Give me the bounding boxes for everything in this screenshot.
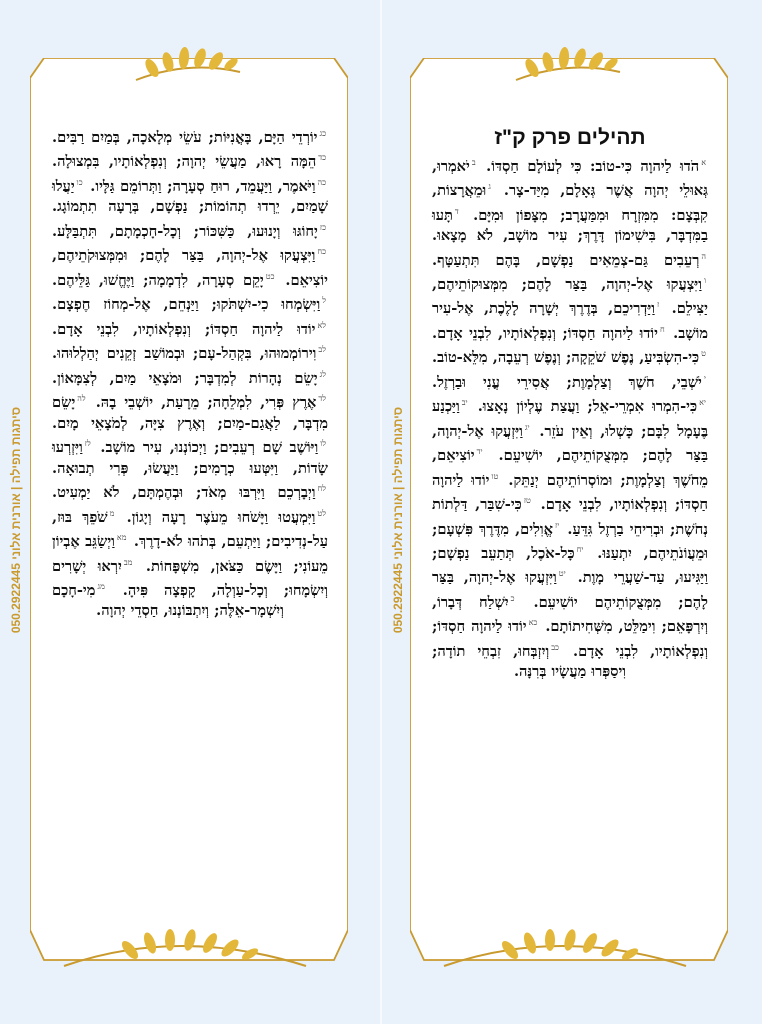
verse-text: יֹאמְרוּ, גְּאוּלֵי יְהוָה אֲשֶׁר גְּאָלָם, מִיַּד-צָר. — [432, 157, 708, 199]
verse-text: יוֹדוּ לַיהוָה חַסְדּוֹ; וְנִפְלְאוֹתָיו, לִבְנֵי אָדָם. — [432, 618, 708, 660]
verse-number: יט — [558, 569, 566, 579]
verse-number: יא — [699, 398, 706, 408]
verse-number: לג — [319, 369, 326, 379]
verse-text: רְעֵבִים גַּם-צְמֵאִים נַפְשָׁם, בָּהֶם תִּתְעַטָּף. — [432, 251, 700, 269]
verse-number: מב — [123, 557, 133, 567]
verse-number: לב — [318, 345, 326, 355]
verse-text: אֱוִלִים, מִדֶּרֶךְ פִּשְׁעָם; וּמֵעֲוֹנֹתֵיהֶם, יִתְעַנּוּ. — [432, 520, 708, 562]
verse-number: מג — [97, 582, 105, 592]
verse-text: וַיְשַׂגֵּב אֶבְיוֹן מֵעוֹנִי; וַיָּשֶׂם כַּצֹּאן, מִשְׁפָּחוֹת. — [52, 532, 328, 575]
verse-text: יָחוֹגּוּ וְיָנוּעוּ, כַּשִּׁכּוֹר; וְכָל-חָכְמָתָם, תִּתְבַּלָּע. — [52, 222, 318, 240]
verse-number: כ — [510, 593, 515, 603]
verse-text: יוֹצִיאֵם, מֵחֹשֶׁךְ וְצַלְמָוֶת; וּמוֹסְרוֹתֵיהֶם יְנַתֵּק. — [432, 447, 708, 489]
verse-number: יח — [576, 544, 584, 554]
verse-text: יוֹדוּ לַיהוָה חַסְדּוֹ; וְנִפְלְאוֹתָיו, לִבְנֵי אָדָם. — [432, 324, 658, 342]
right-card — [410, 58, 728, 980]
verse-number: יד — [476, 447, 483, 457]
verse-number: טז — [523, 496, 531, 506]
verse-text: וַיֹּאמֶר, וַיַּעֲמֵד, רוּחַ סְעָרָה; וַתְּרוֹמֵם גַּלָּיו. — [84, 177, 316, 195]
left-card — [30, 58, 348, 980]
verse-text: יוֹדוּ לַיהוָה חַסְדּוֹ; וְנִפְלְאוֹתָיו, לִבְנֵי אָדָם. — [432, 471, 709, 513]
verse-text: וַיַּדְרִיכֵם, בְּדֶרֶךְ יְשָׁרָה לָלֶכֶת, אֶל-עִיר מוֹשָׁב. — [432, 300, 708, 342]
verse-number: יז — [555, 520, 560, 530]
verse-text: יָשֵׂם מִדְבָּר, לַאֲגַם-מַיִם; וְאֶרֶץ צִיָּה, לְמֹצָאֵי מָיִם. — [52, 393, 328, 432]
verse-text: וַיִּזְרְעוּ שָׂדוֹת, וַיִּטְּעוּ כְרָמִים; וַיַּעֲשׂוּ, פְּרִי תְבוּאָה. — [52, 439, 328, 477]
verse-number: י — [703, 373, 706, 383]
verse-text: וִירוֹמְמוּהוּ, בִּקְהַל-עָם; וּבְמוֹשַׁב זְקֵנִים יְהַלְלוּהוּ. — [52, 345, 317, 363]
verse-number: ו — [703, 276, 706, 285]
verse-number: ח — [659, 324, 665, 334]
verse-text: יָקֵם סְעָרָה, לִדְמָמָה; וַיֶּחֱשׁוּ, גַּלֵּיהֶם. — [52, 271, 264, 289]
verse-text: יוֹרְדֵי הַיָּם, בָּאֳנִיּוֹת; עֹשֵׂי מְלָאכָה, בְּמַיִם רַבִּים. — [52, 128, 318, 146]
verse-number: לא — [317, 320, 326, 330]
verse-number: טו — [491, 471, 499, 481]
verse-number: כב — [551, 642, 559, 652]
verse-text: וַיִּזְעֲקוּ אֶל-יְהוָה, בַּצַּר לָהֶם; מִמְּצֻקוֹתֵיהֶם, יוֹשִׁיעֵם. — [432, 422, 708, 465]
verse-number: מ — [109, 508, 115, 518]
verse-number: ב — [471, 157, 476, 167]
verse-text: מִי-חָכָם וְיִשְׁמָר-אֵלֶּה; וְיִתְבּוֹנְנוּ, חַסְדֵי יְהוָה. — [52, 581, 284, 620]
verse-number: כד — [318, 153, 326, 163]
verse-text: וַיְבָרְכֵם וַיִּרְבּוּ מְאֹד; וּבְהֶמְתָּם, לֹא יַמְעִיט. — [52, 484, 316, 502]
verse-number: מא — [116, 533, 127, 543]
verse-text: יֹשְׁבֵי, חֹשֶׁךְ וְצַלְמָוֶת; אֲסִירֵי עֳנִי וּבַרְזֶל. — [432, 373, 702, 391]
gold-branch-icon — [508, 38, 628, 88]
gold-branch-icon — [440, 926, 690, 976]
verse-number: לז — [84, 439, 91, 449]
verse-text: תָּעוּ בַמִּדְבָּר, בִּישִׁימוֹן דָּרֶךְ; עִיר מוֹשָׁב, לֹא מָצָאוּ. — [432, 206, 708, 244]
verse-number: ז — [657, 300, 660, 310]
verse-number: לד — [318, 394, 326, 404]
verse-text: יוֹדוּ לַיהוָה חַסְדּוֹ; וְנִפְלְאוֹתָיו, לִבְנֵי אָדָם. — [52, 320, 316, 338]
verse-text: וַיּוֹשֶׁב שָׁם רְעֵבִים; וַיְכוֹנְנוּ, עִיר מוֹשָׁב. — [92, 439, 319, 457]
verse-text: יַעֲלוּ שָׁמַיִם, יֵרְדוּ תְהוֹמוֹת; נַפְשָׁם, בְּרָעָה תִתְמוֹגָג. — [52, 177, 328, 216]
verse-text: וַיִּשְׂמְחוּ כִי-יִשְׁתֹּקוּ; וַיַּנְחֵם, אֶל-מְחוֹז חֶפְצָם. — [52, 296, 321, 314]
verse-text: כִּי-הִשְׂבִּיעַ, נֶפֶשׁ שֹׁקֵקָה; וְנֶפֶשׁ רְעֵבָה, מִלֵּא-טוֹב. — [432, 349, 700, 367]
side-contact-label: סיתגות תפילה | אורנית אלוני 050.2922445 — [9, 406, 23, 634]
verse-text: וַיִּצְעֲקוּ אֶל-יְהוָה, בַּצַּר לָהֶם; וּמִמְּצוּקֹתֵיהֶם, יוֹצִיאֵם. — [52, 247, 328, 289]
verse-text: וַיִּצְעֲקוּ אֶל-יְהוָה, בַּצַּר לָהֶם; מִמְּצוּקוֹתֵיהֶם, יַצִּילֵם. — [432, 275, 708, 318]
verse-number: יב — [461, 398, 468, 408]
verse-number: כו — [76, 177, 83, 187]
verse-text: כִּי-הִמְרוּ אִמְרֵי-אֵל; וַעֲצַת עֶלְיוֹן נָאָצוּ. — [469, 398, 698, 416]
verse-number: ט — [701, 349, 706, 359]
left-psalm-text — [52, 124, 328, 920]
verse-text: וַיִּזְעֲקוּ אֶל-יְהוָה, בַּצַּר לָהֶם; מִמְּצֻקוֹתֵיהֶם יוֹשִׁיעֵם. — [432, 569, 709, 611]
verse-number: כא — [528, 618, 538, 628]
verse-number: ה — [701, 251, 706, 261]
verse-text: וַיַּכְנַע בֶּעָמָל לִבָּם; כָּשְׁלוּ, וְאֵין עֹזֵר. — [432, 398, 708, 440]
verse-text: כָּל-אֹכֶל, תְּתַעֵב נַפְשָׁם; וַיַּגִּיעוּ, עַד-שַׁעֲרֵי מָוֶת. — [432, 544, 708, 587]
verse-number: כח — [317, 247, 326, 257]
verse-number: כז — [319, 222, 326, 232]
verse-text: יָשֵׂם נְהָרוֹת לְמִדְבָּר; וּמֹצָאֵי מַיִם, לְצִמָּאוֹן. — [52, 369, 318, 387]
right-psalm-text — [432, 128, 708, 920]
verse-text: וּמֵאֲרָצוֹת, קִבְּצָם: מִמִּזְרָח וּמִמַּעֲרָב; מִצָּפוֹן וּמִיָּם. — [432, 181, 708, 224]
verse-number: ד — [454, 206, 459, 216]
gold-branch-icon — [60, 926, 310, 976]
verse-number: לח — [317, 484, 326, 494]
verse-number: לו — [320, 439, 326, 449]
verse-number: ג — [488, 182, 491, 192]
verse-number: לט — [317, 508, 326, 518]
psalm-title: תהילים פרק ק"ז — [494, 126, 646, 149]
verse-number: א — [701, 157, 706, 167]
verse-text: יִשְׁלַח דְּבָרוֹ, וְיִרְפָּאֵם; וִימַלֵּט, מִשְּׁחִיתוֹתָם. — [432, 593, 708, 636]
verse-text: הֹדוּ לַיהוָה כִּי-טוֹב: כִּי לְעוֹלָם חַסְדּוֹ. — [477, 157, 700, 175]
verse-text: כִּי-שִׁבַּר, דַּלְתוֹת נְחֹשֶׁת; וּבְרִיחֵי בַרְזֶל גִּדֵּעַ. — [432, 495, 709, 538]
verse-number: לה — [77, 394, 86, 404]
verse-text: אֶרֶץ פְּרִי, לִמְלֵחָה; מֵרָעַת, יוֹשְׁבֵי בָהּ. — [87, 393, 317, 411]
verse-number: כט — [265, 271, 275, 281]
verse-number: כה — [317, 177, 326, 187]
gold-branch-icon — [128, 38, 248, 88]
fold-line — [380, 0, 382, 1024]
verse-text: יִרְאוּ יְשָׁרִים וְיִשְׂמָחוּ; וְכָל-עַוְלָה, קָפְצָה פִּיהָ. — [52, 557, 328, 599]
verse-number: יג — [524, 422, 530, 432]
side-contact-label: סיתגות תפילה | אורנית אלוני 050.2922445 — [391, 406, 405, 634]
verse-text: שֹׁפֵךְ בּוּז, עַל-נְדִיבִים; וַיַּתְעֵם, בְּתֹהוּ לֹא-דָרֶךְ. — [52, 508, 328, 550]
verse-number: כג — [319, 129, 326, 138]
verse-text: וַיִּמְעֲטוּ וַיָּשֹׁחוּ מֵעֹצֶר רָעָה וְיָגוֹן. — [116, 508, 316, 526]
verse-text: וְיִזְבְּחוּ, זִבְחֵי תוֹדָה; וִיסַפְּרוּ מַעֲשָׂיו בְּרִנָּה. — [432, 642, 627, 681]
verse-text: הֵמָּה רָאוּ, מַעֲשֵׂי יְהוָה; וְנִפְלְאוֹתָיו, בִּמְצוּלָה. — [52, 153, 317, 171]
verse-number: ל — [322, 296, 326, 306]
